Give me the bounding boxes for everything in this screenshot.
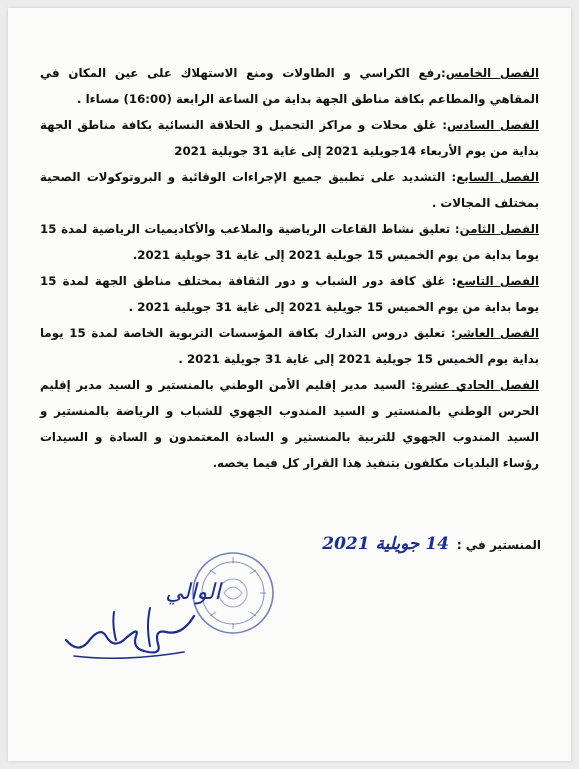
article-8 bbox=[40, 216, 539, 268]
article-header: الفصل الخامس bbox=[445, 66, 540, 80]
article-5 bbox=[40, 60, 539, 112]
article-text: : غلق محلات و مراكز التجميل و الحلاقة النسائية بكافة مناطق الجهة بداية من يوم الأربعاء 14جويلية 2021 إلى غاية 31 جويلية 2021 bbox=[40, 118, 539, 158]
article-text: : غلق كافة دور الشباب و دور الثقافة بمختلف مناطق الجهة لمدة 15 يوما بداية من يوم الخميس 15 جويلية 2021 إلى غاية 31 جويلية 2021 . bbox=[40, 274, 539, 314]
article-header: الفصل السابع bbox=[456, 170, 539, 184]
article-10 bbox=[40, 320, 539, 372]
article-text: :رفع الكراسي و الطاولات ومنع الاستهلاك على عين المكان في المقاهي والمطاعم بكافة مناطق الجهة بداية من الساعة الرابعة (16:00) مساءا . bbox=[40, 66, 539, 106]
article-9 bbox=[40, 268, 539, 320]
handwritten-date: 14 جويلية 2021 bbox=[322, 534, 449, 554]
article-6 bbox=[40, 112, 539, 164]
article-header: الفصل الثامن bbox=[459, 222, 539, 236]
handwritten-signature bbox=[54, 596, 204, 670]
document-body bbox=[40, 60, 539, 476]
article-text: : السيد مدير إقليم الأمن الوطني بالمنستير و السيد مدير إقليم الحرس الوطني بالمنستير و السيد المندوب الجهوي للشباب و الرياضة بالمنستير و السيد المندوب الجهوي للتربية بالمنستير و السادة المعتمدون و السادة و السيدات رؤساء البلديات مكلفون بتنفيذ هذا القرار كل فيما يخصه. bbox=[40, 378, 539, 470]
article-text: : تعليق نشاط القاعات الرياضية والملاعب والأكاديميات الرياضية لمدة 15 يوما بداية من يوم الخميس 15 جويلية 2021 إلى غاية 31 جويلية 2021. bbox=[40, 222, 539, 262]
article-header: الفصل العاشر bbox=[455, 326, 539, 340]
document-page bbox=[8, 8, 571, 761]
place-label: المنستير في : bbox=[456, 538, 541, 552]
article-7 bbox=[40, 164, 539, 216]
article-header: الفصل الحادي عشرة bbox=[415, 378, 540, 392]
article-header: الفصل السادس bbox=[447, 118, 539, 132]
article-text: : تعليق دروس التدارك بكافة المؤسسات التربوية الخاصة لمدة 15 يوما بداية يوم الخميس 15 جويلية 2021 إلى غاية 31 جويلية 2021 . bbox=[40, 326, 539, 366]
signatory-title: الوالي bbox=[165, 580, 221, 605]
article-11 bbox=[40, 372, 539, 476]
article-header: الفصل التاسع bbox=[456, 274, 539, 288]
article-text: : التشديد على تطبيق جميع الإجراءات الوقائية و البروتوكولات الصحية بمختلف المجالات . bbox=[40, 170, 539, 210]
